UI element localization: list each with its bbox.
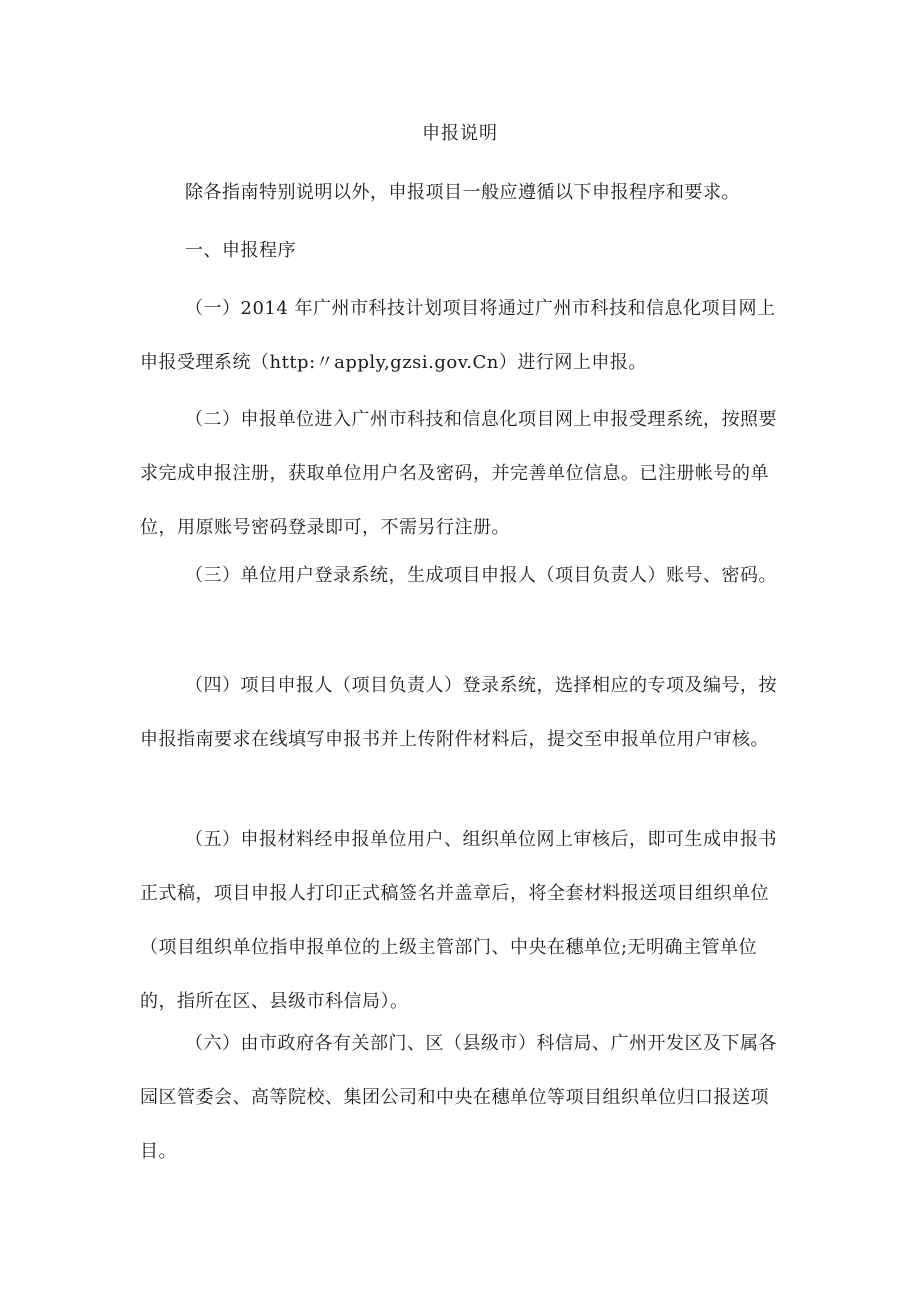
intro-paragraph: 除各指南特别说明以外，申报项目一般应遵循以下申报程序和要求。 bbox=[185, 182, 740, 203]
step-1-paragraph: （一）2014 年广州市科技计划项目将通过广州市科技和信息化项目网上申报受理系统（http:〃apply,gzsi.gov.Cn）进行网上申报。 bbox=[140, 298, 776, 373]
section-heading: 一、申报程序 bbox=[185, 240, 296, 261]
step-5-paragraph: （五）申报材料经申报单位用户、组织单位网上审核后，即可生成申报书正式稿，项目申报人打印正式稿签名并盖章后，将全套材料报送项目组织单位（项目组织单位指申报单位的上级主管部门、中央在穗单位;无明确主管单位的，指所在区、县级市科信局）。 bbox=[140, 829, 777, 1012]
page-title: 申报说明 bbox=[422, 123, 498, 144]
step-4-paragraph: （四）项目申报人（项目负责人）登录系统，选择相应的专项及编号，按申报指南要求在线填写申报书并上传附件材料后，提交至申报单位用户审核。 bbox=[140, 675, 777, 750]
step-3-paragraph: （三）单位用户登录系统，生成项目申报人（项目负责人）账号、密码。 bbox=[185, 565, 777, 586]
step-6-paragraph: （六）由市政府各有关部门、区（县级市）科信局、广州开发区及下属各园区管委会、高等院校、集团公司和中央在穗单位等项目组织单位归口报送项目。 bbox=[140, 1033, 777, 1162]
step-2-paragraph: （二）申报单位进入广州市科技和信息化项目网上申报受理系统，按照要求完成申报注册，获取单位用户名及密码，并完善单位信息。已注册帐号的单位，用原账号密码登录即可，不需另行注册。 bbox=[140, 409, 777, 538]
